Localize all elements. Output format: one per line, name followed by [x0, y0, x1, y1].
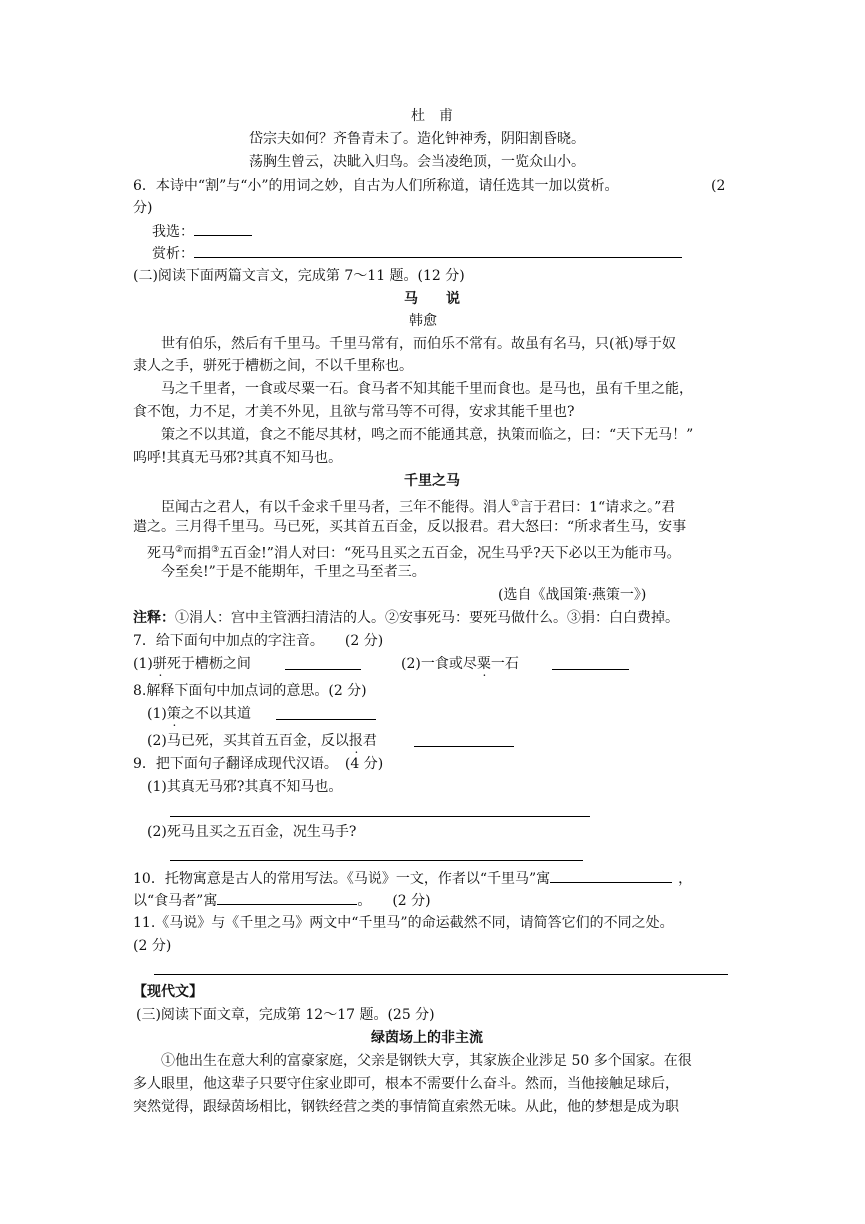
choose-answer-blank[interactable]: [194, 221, 252, 236]
choose-label: 我选：: [152, 224, 194, 240]
poem-line-2: 荡胸生曾云，决眦入归鸟。会当凌绝顶，一览众山小。: [249, 154, 585, 170]
qianli-title: 千里之马: [404, 473, 460, 489]
q8-item1-answer-blank[interactable]: [276, 719, 376, 720]
mashuo-p1a: 世有伯乐，然后有千里马。千里马常有，而伯乐不常有。故虽有名马，只(衹)辱于奴: [161, 336, 676, 352]
q7-item2-dotted-char: 粟: [476, 656, 491, 672]
q10-line1-end: ，: [678, 871, 693, 887]
qianli-p1b: 遣之。三月得千里马。马已死，买其首五百金，反以报君。君大怒曰：“所求者生马，安事: [133, 519, 687, 535]
q9-item1-answer-line[interactable]: [170, 816, 590, 817]
qianli-p1a-part2: 言于君曰：1“请求之。”君: [519, 499, 676, 516]
poem-author: 杜 甫: [411, 108, 453, 124]
q10-line2-suffix: 。 (2 分): [357, 893, 431, 909]
question-6-score: (2: [711, 178, 726, 194]
qianli-p1c-part2: 而捐: [183, 545, 212, 562]
question-7: 7．给下面句中加点的字注音。 (2 分): [133, 633, 384, 649]
analysis-label: 赏析：: [152, 246, 194, 262]
question-11-line-2: (2 分): [133, 938, 172, 954]
q7-item2-suffix: 一石: [490, 656, 519, 672]
q7-item2-prefix: (2)一食或尽: [401, 656, 477, 672]
question-7-item-1: [133, 654, 251, 674]
notes-text: ①涓人：宫中主管洒扫清洁的人。②安事死马：要死马做什么。③捐：白白费掉。: [175, 610, 679, 626]
question-8-item-1: [147, 704, 251, 724]
mashuo-p3b: 呜呼!其真无马邪?其真不知马也。: [133, 450, 343, 466]
q11-answer-line[interactable]: [154, 974, 728, 975]
q8-item1-dotted-char: 策: [166, 706, 181, 722]
qianli-p1a-part1: 臣闻古之君人，有以千金求千里马者，三年不能得。涓人: [161, 499, 511, 516]
mashuo-p1b: 隶人之手，骈死于槽枥之间，不以千里称也。: [133, 358, 413, 374]
footnote-marker-2: ②: [175, 545, 184, 555]
mashuo-author: 韩愈: [409, 313, 437, 329]
q10-blank-1[interactable]: [550, 868, 672, 883]
q8-item1-prefix: (1): [147, 706, 167, 722]
question-6: 6．本诗中“割”与“小”的用词之妙，自古为人们所称道，请任选其一加以赏析。: [133, 178, 619, 194]
q7-item1-suffix: 死于槽枥之间: [166, 656, 251, 672]
q8-item2-suffix: 君: [362, 733, 377, 749]
question-9: 9．把下面句子翻译成现代汉语。 (4 分): [133, 756, 384, 772]
analysis-answer-blank[interactable]: [194, 243, 682, 258]
modern-p1a: ①他出生在意大利的富豪家庭，父亲是钢铁大亨，其家族企业涉足 50 多个国家。在很: [161, 1053, 692, 1069]
question-10-line-1: [133, 868, 692, 889]
q8-item2-prefix: (2)马已死，买其首五百金，反以: [147, 733, 349, 749]
footnote-marker-3: ③: [211, 545, 220, 555]
q7-item2-answer-blank[interactable]: [552, 669, 629, 670]
question-9-item-1: (1)其真无马邪?其真不知马也。: [147, 779, 343, 795]
q7-item1-prefix: (1): [133, 656, 153, 672]
qianli-p1c: [147, 540, 681, 564]
mashuo-p2a: 马之千里者，一食或尽粟一石。食马者不知其能千里而食也。是马也，虽有千里之能，: [161, 381, 693, 397]
question-6-choose: [152, 221, 252, 242]
qianli-p1c-part1: 死马: [147, 545, 175, 562]
mashuo-p2b: 食不饱，力不足，才美不外见，且欲与常马等不可得，安求其能千里也?: [133, 404, 575, 420]
modern-header: 【现代文】: [133, 984, 203, 1000]
question-9-item-2: (2)死马且买之五百金，况生马手?: [147, 824, 357, 840]
modern-p1c: 突然觉得，跟绿茵场相比，钢铁经营之类的事情简直索然无味。从此，他的梦想是成为职: [133, 1099, 679, 1115]
section-3-intro: (三)阅读下面文章，完成第 12～17 题。(25 分): [136, 1007, 435, 1023]
modern-title: 绿茵场上的非主流: [371, 1030, 483, 1046]
q8-item2-dotted-char: 报: [348, 733, 363, 749]
mashuo-title: 马 说: [404, 291, 460, 307]
modern-p1b: 多人眼里，他这辈子只要守住家业即可，根本不需要什么奋斗。然而，当他接触足球后，: [133, 1076, 679, 1092]
q8-item2-answer-blank[interactable]: [414, 746, 514, 747]
q8-item1-suffix: 之不以其道: [180, 706, 251, 722]
q7-item1-answer-blank[interactable]: [285, 669, 361, 670]
qianli-source: (选自《战国策·燕策一》): [498, 587, 647, 603]
qianli-p1d: 今至矣!”于是不能期年，千里之马至者三。: [161, 564, 426, 580]
qianli-notes: [133, 608, 679, 628]
poem-line-1: 岱宗夫如何？齐鲁青未了。造化钟神秀，阴阳割昏晓。: [249, 131, 585, 147]
question-6-score-cont: 分): [133, 200, 153, 216]
q10-line1-text: 10．托物寓意是古人的常用写法。《马说》一文，作者以“千里马”寓: [133, 871, 551, 887]
qianli-p1c-part3: 五百金!”涓人对曰：“死马且买之五百金，况生马乎?天下必以王为能市马。: [219, 545, 681, 562]
q9-item2-answer-line[interactable]: [170, 860, 583, 861]
section-2-intro: (二)阅读下面两篇文言文，完成第 7～11 题。(12 分): [133, 268, 465, 284]
q10-line2-prefix: 以“食马者”寓: [133, 893, 218, 909]
notes-label: 注释：: [133, 610, 175, 626]
q7-item1-dotted-char: 骈: [152, 656, 167, 672]
question-8: 8.解释下面句中加点词的意思。(2 分): [133, 683, 367, 699]
question-11-line-1: 11.《马说》与《千里之马》两文中“千里马”的命运截然不同，请简答它们的不同之处。: [133, 915, 674, 931]
question-10-line-2: [133, 890, 431, 911]
q10-blank-2[interactable]: [217, 890, 357, 905]
qianli-p1a: [161, 494, 675, 518]
footnote-marker-1: ①: [511, 499, 520, 509]
question-6-analysis: [152, 243, 682, 264]
question-8-item-2: [147, 731, 377, 751]
question-7-item-2: [401, 654, 519, 674]
mashuo-p3a: 策之不以其道，食之不能尽其材，鸣之而不能通其意，执策而临之，曰：“天下无马！”: [161, 427, 694, 443]
